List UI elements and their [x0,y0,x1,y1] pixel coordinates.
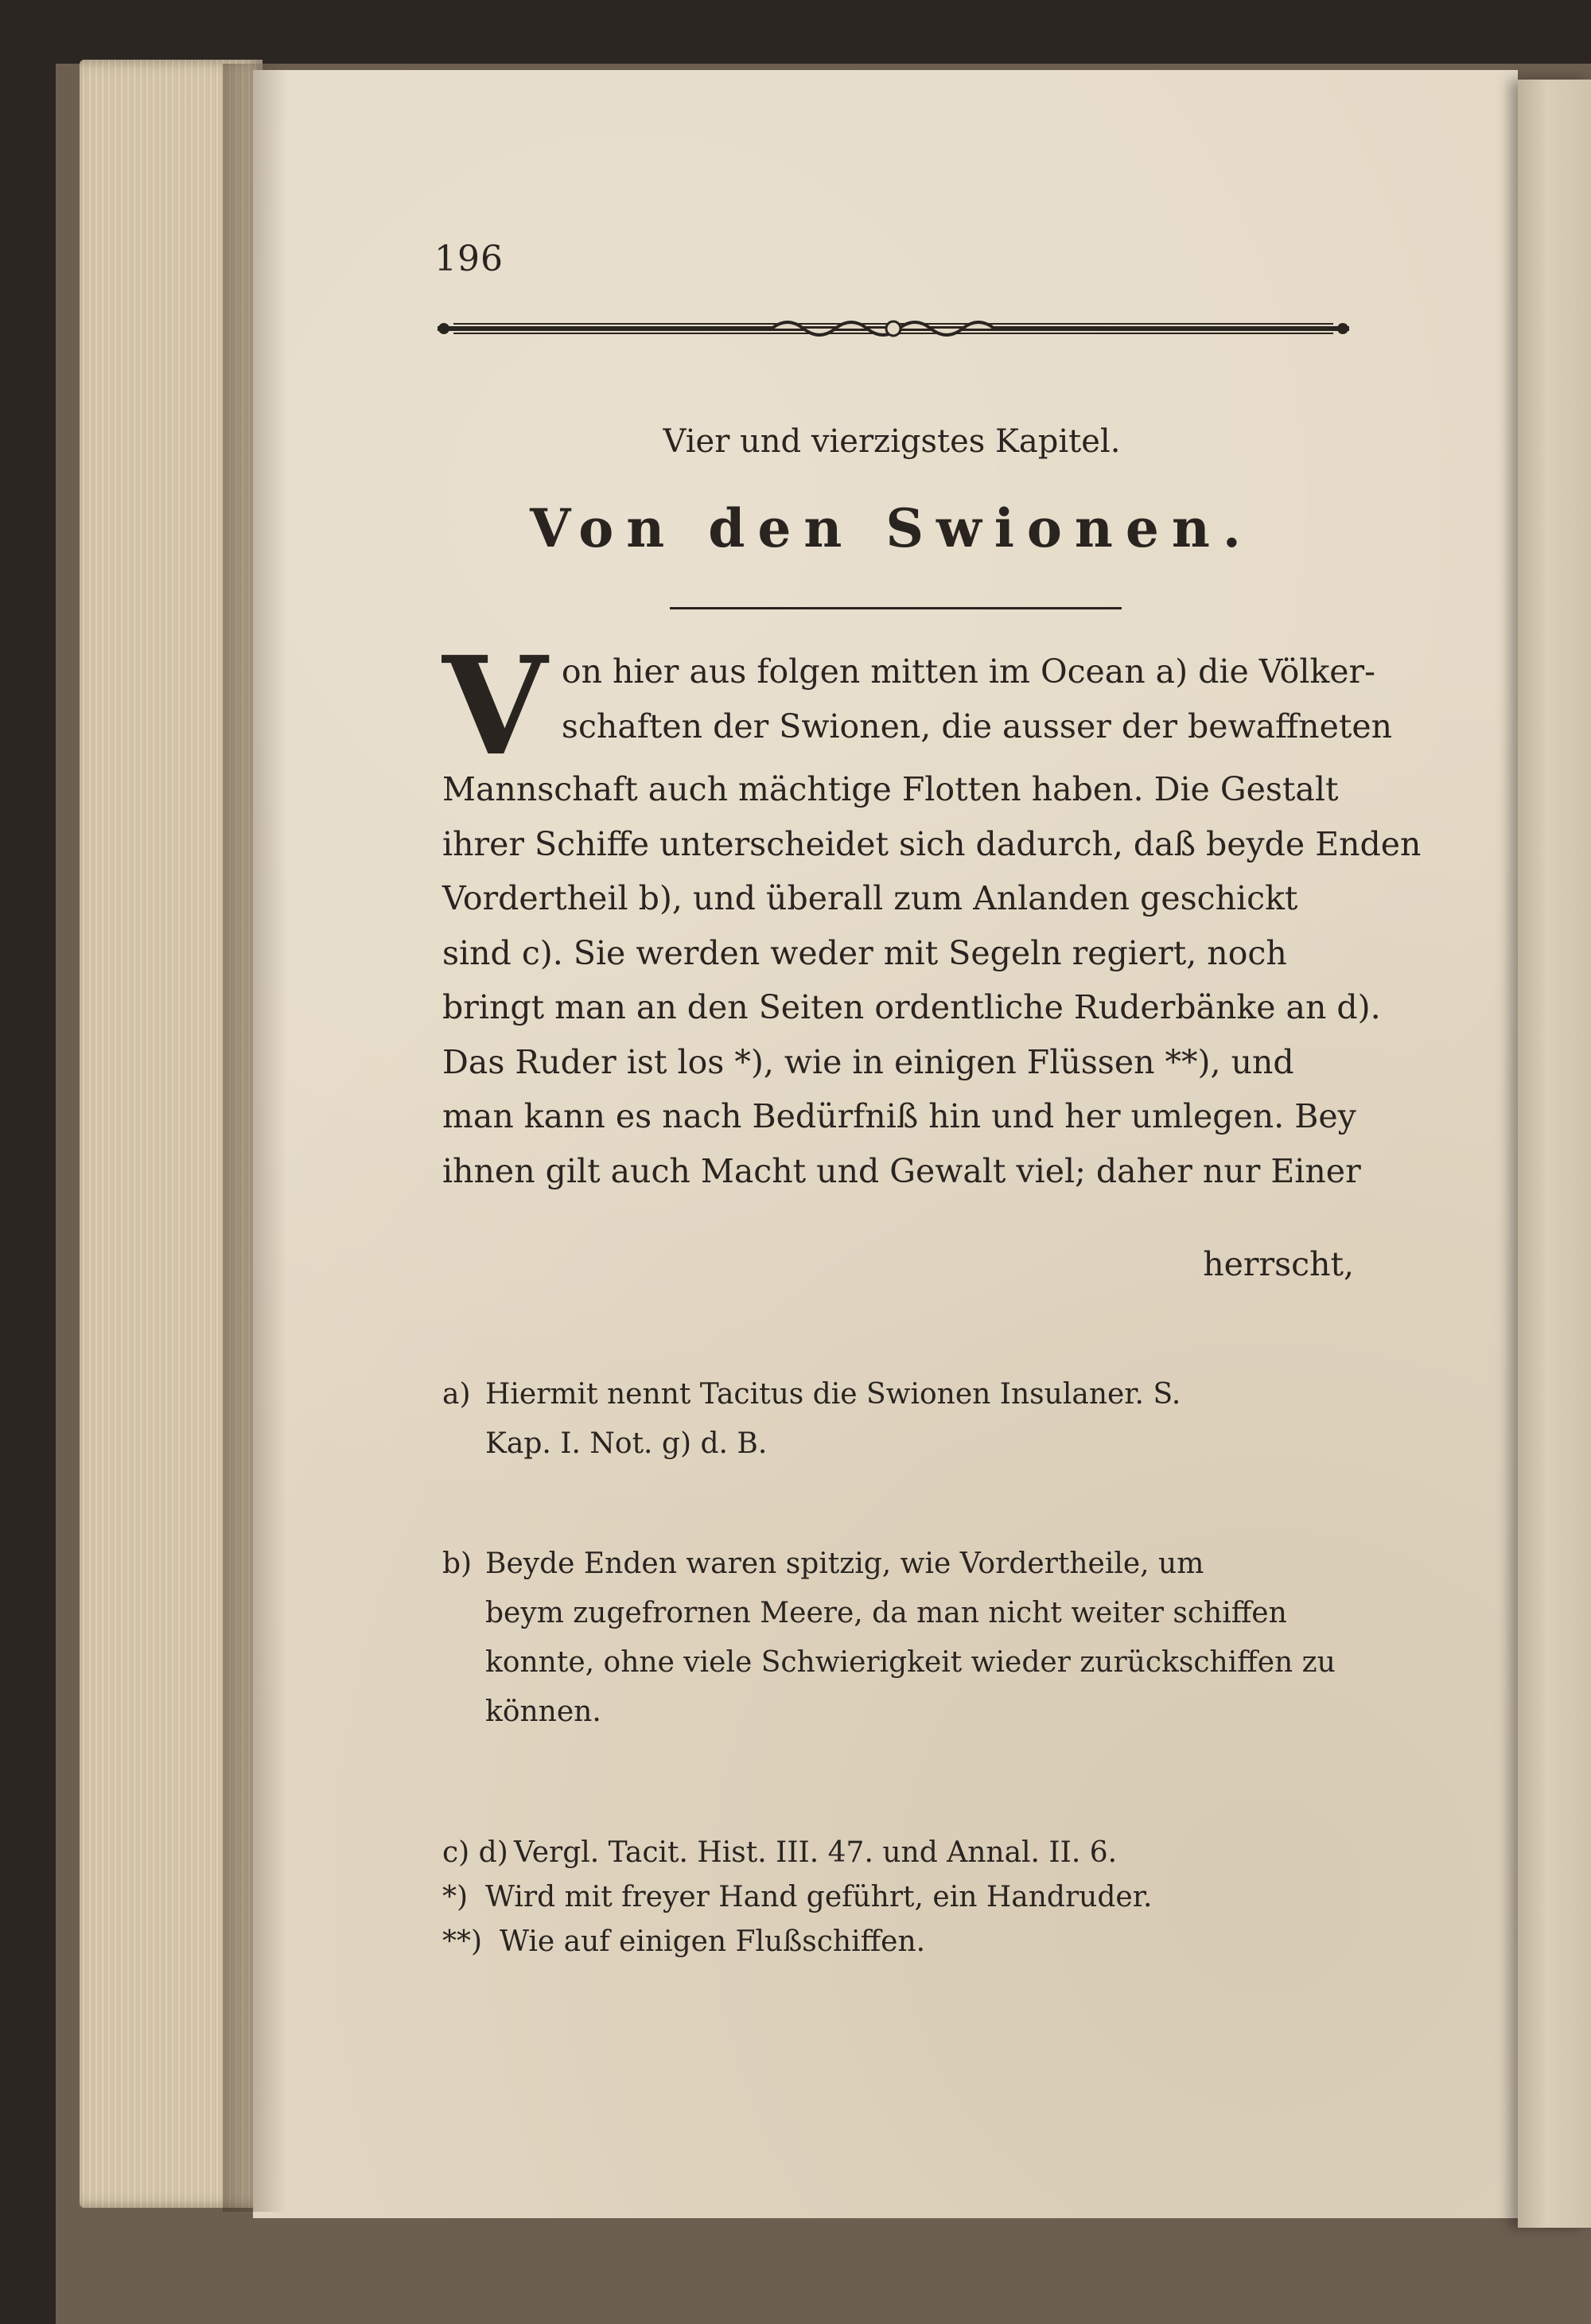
footnote-star [442,1873,1354,1922]
body-line: Mannschaft auch mächtige Flotten haben. Die Gestalt [442,770,1339,808]
facing-page-edge [1518,80,1591,2228]
body-line: ihnen gilt auch Macht und Gewalt viel; daher nur Einer [442,1151,1361,1190]
footnote-line: Hiermit nennt Tacitus die Swionen Insulaner. S. [485,1378,1181,1411]
footnote-marker: *) [442,1881,469,1913]
footnote-line: beym zugefrornen Meere, da man nicht weiter schiffen [485,1597,1287,1629]
footnote-marker: **) [442,1925,483,1958]
footnote-line: können. [485,1695,601,1728]
body-line: bringt man an den Seiten ordentliche Ruderbänke an d). [442,988,1381,1026]
body-line: man kann es nach Bedürfniß hin und her umlegen. Bey [442,1097,1356,1135]
footnote-line: Wie auf einigen Flußschiffen. [500,1925,926,1958]
body-line: schaften der Swionen, die ausser der bewaffneten [561,707,1392,745]
body-line: Das Ruder ist los *), wie in einigen Flüssen **), und [442,1042,1294,1081]
body-paragraph [442,627,1422,1198]
footnote-a [442,1370,1354,1469]
footnote-marker: c) d) [442,1836,508,1869]
footnote-b [442,1540,1354,1737]
header-ornament-rule [438,317,1349,341]
footnote-line: Kap. I. Not. g) d. B. [485,1427,768,1460]
footnote-line: Vergl. Tacit. Hist. III. 47. und Annal. II. 6. [514,1836,1118,1869]
footnote-line: Beyde Enden waren spitzig, wie Vordertheile, um [485,1547,1204,1580]
footnote-marker: b) [442,1547,473,1580]
title-divider [670,607,1122,609]
body-line: Vordertheil b), und überall zum Anlanden geschickt [442,879,1298,917]
footnote-marker: a) [442,1378,471,1411]
body-line: ihrer Schiffe unterscheidet sich dadurch, daß beyde Enden [442,824,1422,863]
footnote-line: Wird mit freyer Hand geführt, ein Handruder. [485,1881,1153,1913]
footnote-double-star [442,1917,1354,1967]
drop-cap: V [442,627,547,786]
page-number: 196 [434,239,504,279]
spine-shadow [223,64,286,2212]
chapter-number: Vier und vierzigstes Kapitel. [663,423,1121,460]
catchword: herrscht, [1203,1245,1354,1283]
footnote-cd [442,1828,1354,1878]
chapter-title: Von den Swionen. [530,497,1254,559]
footnote-line: konnte, ohne viele Schwierigkeit wieder zurückschiffen zu [485,1646,1336,1679]
body-line: sind c). Sie werden weder mit Segeln regiert, noch [442,933,1287,972]
body-line: on hier aus folgen mitten im Ocean a) die Völker- [561,652,1376,691]
